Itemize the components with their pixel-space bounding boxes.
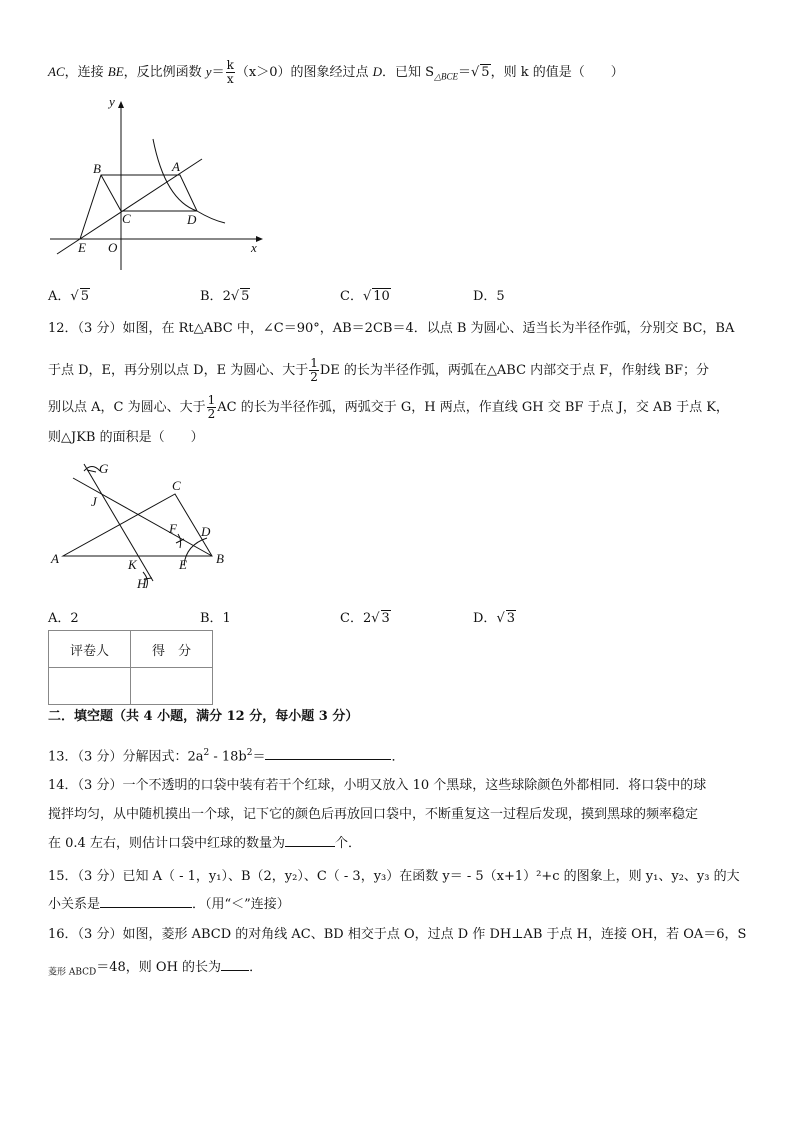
numerator: 1 [310, 356, 318, 370]
label-D: D [201, 524, 211, 539]
text: ．（用“＜”连接） [192, 897, 290, 912]
text: 别以点 A，C 为圆心、大于 [48, 400, 206, 415]
option-label: D． [473, 611, 497, 626]
q13 [48, 744, 405, 766]
label-B: B [216, 551, 224, 566]
q14-line1: 14．（3 分）一个不透明的口袋中装有若干个红球，小明又放入 10 个黑球，这些球除颜色外都相同．将口袋中的球 [48, 778, 707, 793]
text: ＝ [252, 749, 266, 765]
option-c[interactable]: C．2√ 3 [340, 611, 390, 626]
option-b[interactable]: B．2√ 5 [200, 289, 250, 304]
label-C: C [172, 478, 181, 493]
text: 2 [246, 748, 253, 758]
text: 13．（3 分）分解因式：2a [48, 749, 204, 765]
option-label: C． [340, 289, 363, 304]
triangle-ABC [63, 494, 212, 556]
q12-line3 [48, 394, 729, 421]
option-label: C． [340, 611, 363, 626]
text: ．已知 S [382, 65, 435, 80]
option-label: B．1 [200, 611, 231, 626]
option-c[interactable]: C．√ 10 [340, 289, 390, 304]
label-y: y [109, 94, 115, 109]
score-cell[interactable] [131, 668, 213, 705]
denominator: 2 [207, 407, 216, 421]
radicand: 5 [80, 289, 89, 304]
answer-blank[interactable] [265, 747, 391, 760]
q14-line2: 搅拌均匀，从中随机摸出一个球，记下它的颜色后再放回口袋中，不断重复这一过程后发现，摸到黑球的频率稳定 [48, 807, 699, 822]
reviewer-header: 评卷人 [49, 631, 131, 668]
option-d[interactable] [473, 285, 505, 304]
text: ，则 k 的值是（ ） [490, 65, 624, 80]
q14-line3 [48, 834, 361, 853]
option-a[interactable] [48, 607, 79, 626]
coef: 2 [362, 611, 372, 626]
ray-BF [73, 478, 212, 556]
section-title: 二．填空题（共 4 小题，满分 12 分，每小题 3 分） [48, 709, 359, 724]
text: AC 的长为半径作弧，两弧交于 G，H 两点，作直线 GH 交 BF 于点 J，交 AB 于点 K， [217, 400, 729, 415]
label-C: C [122, 211, 131, 226]
denominator: x [226, 72, 234, 86]
label-J: J [91, 494, 97, 509]
q12-line1: 12．（3 分）如图，在 Rt△ABC 中，∠C＝90°，AB＝2CB＝4．以点 B 为圆心、适当长为半径作弧，分别交 BC，BA [48, 321, 735, 336]
label-B: B [93, 161, 101, 176]
label-x: x [251, 240, 257, 255]
text: ＝ [457, 65, 471, 80]
quadrilateral [80, 175, 197, 239]
text: 小关系是 [48, 897, 101, 912]
label-K: K [128, 557, 137, 572]
text: 菱形 ABCD [48, 967, 97, 978]
option-label: A．2 [48, 611, 79, 626]
label-G: G [99, 461, 109, 476]
q15-line2 [48, 895, 290, 914]
text: 于点 D，E，再分别以点 D，E 为圆心、大于 [48, 363, 309, 378]
label-A: A [172, 159, 180, 174]
q12-line2 [48, 357, 709, 384]
label-O: O [108, 240, 118, 255]
fraction-half [309, 357, 319, 384]
option-label: B． [200, 289, 223, 304]
q16-line1: 16．（3 分）如图，菱形 ABCD 的对角线 AC、BD 相交于点 O，过点 D 作 DH⊥AB 于点 H，连接 OH，若 OA＝6，S [48, 927, 747, 942]
text: ＝48，则 OH 的长为 [96, 960, 222, 975]
label-E: E [179, 557, 187, 572]
radicand: 5 [241, 289, 250, 304]
radicand: 3 [506, 611, 516, 626]
reviewer-cell[interactable] [49, 668, 131, 705]
option-b[interactable] [200, 607, 231, 626]
text: BE [107, 64, 124, 79]
text: （x＞0）的图象经过点 [235, 65, 373, 80]
text: ． [249, 960, 263, 975]
text: DE 的长为半径作弧，两弧在△ABC 内部交于点 F，作射线 BF；分 [319, 363, 710, 378]
text: ，反比例函数 [123, 65, 206, 80]
answer-blank[interactable] [285, 834, 335, 847]
fraction-half [207, 394, 217, 421]
radicand: 3 [381, 611, 390, 626]
q12-line4: 则△JKB 的面积是（ ） [48, 430, 204, 445]
label-H: H [137, 576, 147, 591]
option-label: A． [48, 289, 71, 304]
label-A: A [51, 551, 59, 566]
q11-stem: AC，连接 BE，反比例函数 y＝ $\frac{k}{x}$ （x＞0）的图象经过点 D．已知 $S_{\triangle BCE}=√$ 5，则 k 的值是（ ） [48, 58, 624, 86]
figure-q12 [63, 464, 212, 588]
label-F: F [169, 521, 177, 536]
answer-blank[interactable] [221, 958, 249, 971]
q16-line2 [48, 958, 262, 982]
radicand: 5 [481, 65, 490, 80]
option-label: D．5 [473, 289, 505, 304]
option-d[interactable]: D．√ 3 [473, 611, 516, 626]
text: - 18b [209, 749, 247, 765]
denominator: 2 [310, 370, 318, 384]
text: 个． [334, 836, 361, 851]
text: ． [391, 749, 405, 765]
text: 在 0.4 左右，则估计口袋中红球的数量为 [48, 836, 285, 851]
text: △BCE [434, 71, 458, 82]
text: y [205, 64, 212, 79]
coef: 2 [222, 289, 231, 304]
numerator: k [226, 58, 234, 72]
score-header: 得 分 [131, 631, 213, 668]
option-a[interactable]: A．√ 5 [48, 289, 89, 304]
hyperbola [153, 139, 225, 223]
text: AC [48, 64, 65, 79]
score-table [48, 630, 213, 705]
label-D: D [187, 212, 197, 227]
radicand: 10 [373, 289, 390, 304]
q15-line1: 15．（3 分）已知 A（ - 1，y₁）、B（2，y₂）、C（ - 3，y₃）在函数 y＝ - 5（x+1）²+c 的图象上，则 y₁、y₂、y₃ 的大 [48, 869, 740, 884]
text: D [372, 64, 383, 79]
line-GH [84, 464, 153, 581]
text: ＝ [211, 65, 225, 80]
text: ，连接 [64, 65, 108, 80]
label-E: E [78, 240, 86, 255]
answer-blank[interactable] [100, 895, 192, 908]
numerator: 1 [207, 393, 216, 407]
text: 2 [203, 748, 210, 758]
